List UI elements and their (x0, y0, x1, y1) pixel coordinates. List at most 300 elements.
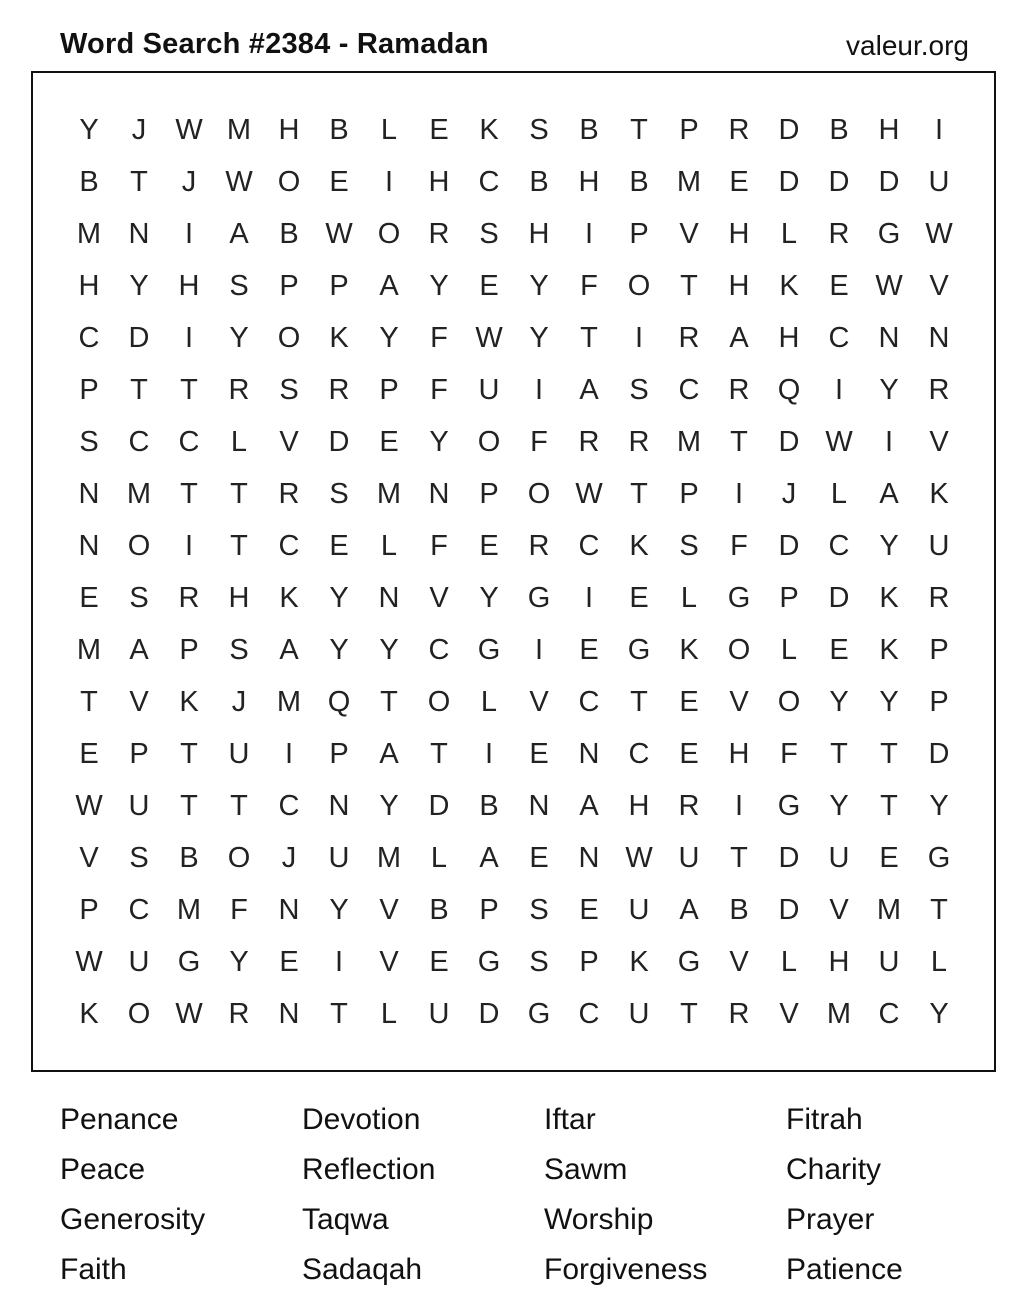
grid-letter: D (778, 425, 800, 458)
grid-letter: Y (229, 321, 249, 354)
grid-letter: T (680, 997, 698, 1030)
grid-letter: V (729, 945, 749, 978)
grid-letter: Y (379, 321, 399, 354)
grid-letter: T (380, 685, 398, 718)
grid-letter: L (780, 945, 798, 978)
grid-letter: B (629, 165, 649, 198)
grid-letter: E (479, 529, 499, 562)
grid-letter: P (629, 217, 649, 250)
grid-letter: I (734, 789, 744, 822)
grid-letter: C (828, 529, 850, 562)
grid-letter: P (579, 945, 599, 978)
grid-letter: F (580, 269, 598, 302)
grid-letter: P (479, 477, 499, 510)
grid-letter: U (678, 841, 700, 874)
grid-letter: U (128, 789, 150, 822)
grid-letter: V (729, 685, 749, 718)
grid-letter: Y (129, 269, 149, 302)
grid-letter: U (628, 893, 650, 926)
grid-letter: W (325, 217, 353, 250)
grid-letter: W (75, 945, 103, 978)
grid-letter: S (629, 373, 649, 406)
grid-letter: U (628, 997, 650, 1030)
grid-letter: H (728, 269, 750, 302)
grid-letter: D (828, 581, 850, 614)
grid-letter: D (828, 165, 850, 198)
grid-letter: I (284, 737, 294, 770)
grid-letter: T (230, 477, 248, 510)
grid-letter: Y (479, 581, 499, 614)
grid-letter: R (228, 997, 250, 1030)
grid-letter: T (680, 269, 698, 302)
grid-letter: V (529, 685, 549, 718)
grid-letter: I (484, 737, 494, 770)
grid-letter: Q (777, 373, 801, 406)
grid-letter: B (579, 113, 599, 146)
grid-letter: B (729, 893, 749, 926)
grid-letter: Y (329, 633, 349, 666)
grid-letter: E (879, 841, 899, 874)
grid-letter: N (878, 321, 900, 354)
grid-letter: A (279, 633, 299, 666)
letter-grid (64, 104, 964, 1040)
grid-letter: N (128, 217, 150, 250)
grid-letter: G (177, 945, 201, 978)
grid-letter: T (880, 789, 898, 822)
grid-letter: N (78, 529, 100, 562)
grid-letter: R (728, 997, 750, 1030)
grid-letter: D (778, 529, 800, 562)
grid-letter: I (184, 529, 194, 562)
grid-letter: V (779, 997, 799, 1030)
grid-letter: P (929, 685, 949, 718)
grid-letter: M (676, 425, 702, 458)
grid-letter: G (677, 945, 701, 978)
grid-letter: O (227, 841, 251, 874)
grid-letter: W (925, 217, 953, 250)
grid-letter: H (828, 945, 850, 978)
grid-letter: V (279, 425, 299, 458)
grid-letter: T (430, 737, 448, 770)
grid-letter: L (780, 633, 798, 666)
grid-letter: G (727, 581, 751, 614)
grid-letter: S (529, 945, 549, 978)
grid-letter: P (779, 581, 799, 614)
grid-letter: U (928, 529, 950, 562)
grid-letter: N (578, 737, 600, 770)
grid-letter: H (428, 165, 450, 198)
grid-letter: M (226, 113, 252, 146)
grid-letter: C (628, 737, 650, 770)
grid-letter: B (529, 165, 549, 198)
grid-letter: P (679, 113, 699, 146)
grid-letter: C (128, 893, 150, 926)
grid-letter: M (876, 893, 902, 926)
grid-letter: H (228, 581, 250, 614)
grid-letter: D (328, 425, 350, 458)
grid-letter: R (678, 321, 700, 354)
grid-letter: I (534, 633, 544, 666)
grid-letter: R (578, 425, 600, 458)
grid-letter: C (78, 321, 100, 354)
grid-letter: P (329, 269, 349, 302)
grid-letter: F (430, 373, 448, 406)
grid-letter: R (678, 789, 700, 822)
grid-letter: A (579, 373, 599, 406)
word-list-item: Iftar (544, 1103, 596, 1136)
grid-letter: R (928, 373, 950, 406)
word-list (60, 1095, 1028, 1295)
word-list-item: Penance (60, 1103, 179, 1136)
grid-letter: T (180, 373, 198, 406)
grid-letter: C (178, 425, 200, 458)
grid-letter: I (534, 373, 544, 406)
grid-letter: B (279, 217, 299, 250)
grid-letter: P (279, 269, 299, 302)
grid-letter: K (679, 633, 699, 666)
grid-letter: G (477, 633, 501, 666)
grid-letter: L (830, 477, 848, 510)
grid-letter: H (578, 165, 600, 198)
grid-letter: I (734, 477, 744, 510)
grid-letter: B (429, 893, 449, 926)
grid-letter: I (184, 217, 194, 250)
grid-letter: D (778, 893, 800, 926)
grid-letter: C (278, 789, 300, 822)
word-list-item: Patience (786, 1253, 903, 1286)
grid-letter: A (479, 841, 499, 874)
grid-letter: P (79, 893, 99, 926)
grid-letter: O (527, 477, 551, 510)
grid-letter: E (579, 893, 599, 926)
grid-letter: O (127, 529, 151, 562)
grid-letter: L (780, 217, 798, 250)
grid-letter: E (329, 165, 349, 198)
grid-letter: T (230, 529, 248, 562)
word-list-item: Forgiveness (544, 1253, 708, 1286)
grid-letter: M (376, 477, 402, 510)
grid-letter: V (79, 841, 99, 874)
grid-letter: K (879, 581, 899, 614)
word-list-item: Reflection (302, 1153, 436, 1186)
grid-letter: K (79, 997, 99, 1030)
grid-letter: N (78, 477, 100, 510)
grid-letter: W (825, 425, 853, 458)
grid-letter: C (678, 373, 700, 406)
grid-letter: S (129, 581, 149, 614)
grid-letter: K (629, 529, 649, 562)
grid-letter: F (430, 321, 448, 354)
grid-letter: T (880, 737, 898, 770)
grid-letter: I (934, 113, 944, 146)
grid-letter: N (428, 477, 450, 510)
grid-letter: A (579, 789, 599, 822)
grid-letter: T (180, 737, 198, 770)
grid-letter: S (679, 529, 699, 562)
grid-letter: W (625, 841, 653, 874)
grid-letter: E (829, 633, 849, 666)
grid-letter: E (429, 945, 449, 978)
grid-letter: F (230, 893, 248, 926)
grid-letter: V (929, 425, 949, 458)
grid-letter: U (928, 165, 950, 198)
grid-letter: C (578, 529, 600, 562)
grid-letter: Q (327, 685, 351, 718)
grid-letter: T (830, 737, 848, 770)
grid-letter: Y (929, 997, 949, 1030)
grid-letter: Y (379, 789, 399, 822)
grid-letter: M (826, 997, 852, 1030)
grid-letter: U (878, 945, 900, 978)
grid-letter: O (427, 685, 451, 718)
grid-letter: I (834, 373, 844, 406)
grid-letter: R (728, 113, 750, 146)
word-list-item: Prayer (786, 1203, 875, 1236)
grid-letter: P (929, 633, 949, 666)
word-list-item: Taqwa (302, 1203, 389, 1236)
grid-letter: T (180, 789, 198, 822)
grid-letter: G (477, 945, 501, 978)
grid-letter: H (178, 269, 200, 302)
grid-letter: T (630, 685, 648, 718)
grid-letter: C (478, 165, 500, 198)
grid-letter: I (584, 217, 594, 250)
grid-letter: N (928, 321, 950, 354)
grid-letter: K (929, 477, 949, 510)
grid-letter: D (778, 113, 800, 146)
grid-letter: T (180, 477, 198, 510)
grid-letter: I (634, 321, 644, 354)
grid-letter: K (879, 633, 899, 666)
grid-letter: J (281, 841, 297, 874)
grid-letter: P (679, 477, 699, 510)
grid-letter: O (777, 685, 801, 718)
page-title: Word Search #2384 - Ramadan (60, 28, 489, 60)
grid-letter: F (730, 529, 748, 562)
grid-letter: C (578, 685, 600, 718)
grid-letter: E (429, 113, 449, 146)
word-list-item: Devotion (302, 1103, 421, 1136)
site-name: valeur.org (846, 30, 969, 61)
grid-letter: S (229, 633, 249, 666)
grid-letter: U (428, 997, 450, 1030)
grid-letter: G (527, 581, 551, 614)
grid-letter: L (930, 945, 948, 978)
grid-letter: O (377, 217, 401, 250)
grid-letter: R (328, 373, 350, 406)
grid-letter: R (628, 425, 650, 458)
grid-letter: Y (879, 373, 899, 406)
grid-letter: H (728, 737, 750, 770)
grid-letter: K (279, 581, 299, 614)
grid-letter: T (630, 477, 648, 510)
grid-letter: Y (929, 789, 949, 822)
grid-letter: V (129, 685, 149, 718)
grid-letter: E (679, 737, 699, 770)
grid-letter: F (430, 529, 448, 562)
grid-letter: S (129, 841, 149, 874)
grid-letter: P (379, 373, 399, 406)
grid-letter: K (179, 685, 199, 718)
grid-letter: C (128, 425, 150, 458)
grid-letter: W (175, 997, 203, 1030)
grid-letter: N (278, 893, 300, 926)
grid-letter: C (578, 997, 600, 1030)
grid-letter: J (781, 477, 797, 510)
grid-letter: O (277, 321, 301, 354)
grid-letter: E (679, 685, 699, 718)
grid-letter: P (79, 373, 99, 406)
grid-letter: V (829, 893, 849, 926)
grid-letter: S (529, 113, 549, 146)
word-list-item: Fitrah (786, 1103, 863, 1136)
grid-letter: D (778, 841, 800, 874)
grid-letter: N (578, 841, 600, 874)
grid-letter: F (530, 425, 548, 458)
grid-letter: Y (329, 893, 349, 926)
grid-letter: E (329, 529, 349, 562)
grid-letter: R (228, 373, 250, 406)
grid-letter: Y (879, 685, 899, 718)
grid-letter: O (277, 165, 301, 198)
grid-letter: C (428, 633, 450, 666)
grid-letter: B (79, 165, 99, 198)
grid-letter: I (884, 425, 894, 458)
grid-letter: Y (529, 269, 549, 302)
grid-letter: C (828, 321, 850, 354)
grid-letter: P (329, 737, 349, 770)
grid-letter: H (728, 217, 750, 250)
grid-letter: H (878, 113, 900, 146)
grid-letter: T (730, 841, 748, 874)
grid-letter: J (181, 165, 197, 198)
grid-letter: Y (79, 113, 99, 146)
grid-letter: M (76, 217, 102, 250)
grid-letter: B (829, 113, 849, 146)
grid-letter: G (527, 997, 551, 1030)
grid-letter: C (278, 529, 300, 562)
grid-letter: J (231, 685, 247, 718)
grid-letter: R (178, 581, 200, 614)
grid-letter: W (475, 321, 503, 354)
grid-letter: R (428, 217, 450, 250)
grid-letter: V (429, 581, 449, 614)
grid-letter: G (777, 789, 801, 822)
grid-letter: K (779, 269, 799, 302)
grid-letter: F (780, 737, 798, 770)
grid-letter: U (228, 737, 250, 770)
grid-letter: Y (829, 789, 849, 822)
grid-letter: A (129, 633, 149, 666)
grid-letter: B (179, 841, 199, 874)
grid-letter: V (679, 217, 699, 250)
grid-letter: O (627, 269, 651, 302)
grid-letter: A (679, 893, 699, 926)
grid-letter: V (929, 269, 949, 302)
grid-letter: R (928, 581, 950, 614)
grid-letter: T (130, 165, 148, 198)
grid-letter: G (927, 841, 951, 874)
word-list-item: Faith (60, 1253, 127, 1286)
grid-letter: S (229, 269, 249, 302)
grid-letter: E (829, 269, 849, 302)
grid-letter: T (930, 893, 948, 926)
grid-letter: W (175, 113, 203, 146)
grid-letter: A (729, 321, 749, 354)
grid-letter: T (580, 321, 598, 354)
grid-letter: M (76, 633, 102, 666)
grid-letter: M (676, 165, 702, 198)
grid-letter: L (430, 841, 448, 874)
grid-letter: R (278, 477, 300, 510)
grid-letter: L (380, 113, 398, 146)
grid-letter: U (828, 841, 850, 874)
word-list-item: Worship (544, 1203, 654, 1236)
grid-letter: S (479, 217, 499, 250)
grid-letter: P (129, 737, 149, 770)
grid-letter: E (579, 633, 599, 666)
grid-letter: O (477, 425, 501, 458)
grid-letter: U (128, 945, 150, 978)
grid-letter: H (78, 269, 100, 302)
grid-letter: T (730, 425, 748, 458)
grid-letter: T (630, 113, 648, 146)
grid-letter: H (528, 217, 550, 250)
grid-letter: R (728, 373, 750, 406)
grid-letter: N (528, 789, 550, 822)
grid-letter: W (875, 269, 903, 302)
grid-letter: L (480, 685, 498, 718)
word-list-item: Generosity (60, 1203, 206, 1236)
grid-letter: S (329, 477, 349, 510)
grid-letter: A (379, 269, 399, 302)
grid-letter: M (276, 685, 302, 718)
grid-letter: R (528, 529, 550, 562)
grid-letter: U (478, 373, 500, 406)
grid-letter: E (79, 581, 99, 614)
grid-letter: I (334, 945, 344, 978)
grid-letter: G (877, 217, 901, 250)
grid-letter: K (479, 113, 499, 146)
grid-letter: H (278, 113, 300, 146)
grid-letter: W (225, 165, 253, 198)
grid-letter: I (584, 581, 594, 614)
grid-letter: D (878, 165, 900, 198)
grid-letter: M (176, 893, 202, 926)
grid-letter: J (131, 113, 147, 146)
grid-letter: T (80, 685, 98, 718)
grid-letter: D (428, 789, 450, 822)
grid-letter: P (479, 893, 499, 926)
grid-letter: L (380, 529, 398, 562)
grid-letter: D (128, 321, 150, 354)
grid-letter: O (127, 997, 151, 1030)
word-list-item: Peace (60, 1153, 146, 1186)
grid-letter: Y (229, 945, 249, 978)
grid-letter: H (628, 789, 650, 822)
grid-letter: Y (429, 269, 449, 302)
grid-letter: U (328, 841, 350, 874)
grid-letter: E (79, 737, 99, 770)
grid-letter: K (629, 945, 649, 978)
grid-letter: E (629, 581, 649, 614)
grid-letter: C (878, 997, 900, 1030)
grid-letter: W (575, 477, 603, 510)
grid-letter: N (378, 581, 400, 614)
grid-letter: V (379, 945, 399, 978)
grid-letter: A (229, 217, 249, 250)
grid-letter: B (479, 789, 499, 822)
